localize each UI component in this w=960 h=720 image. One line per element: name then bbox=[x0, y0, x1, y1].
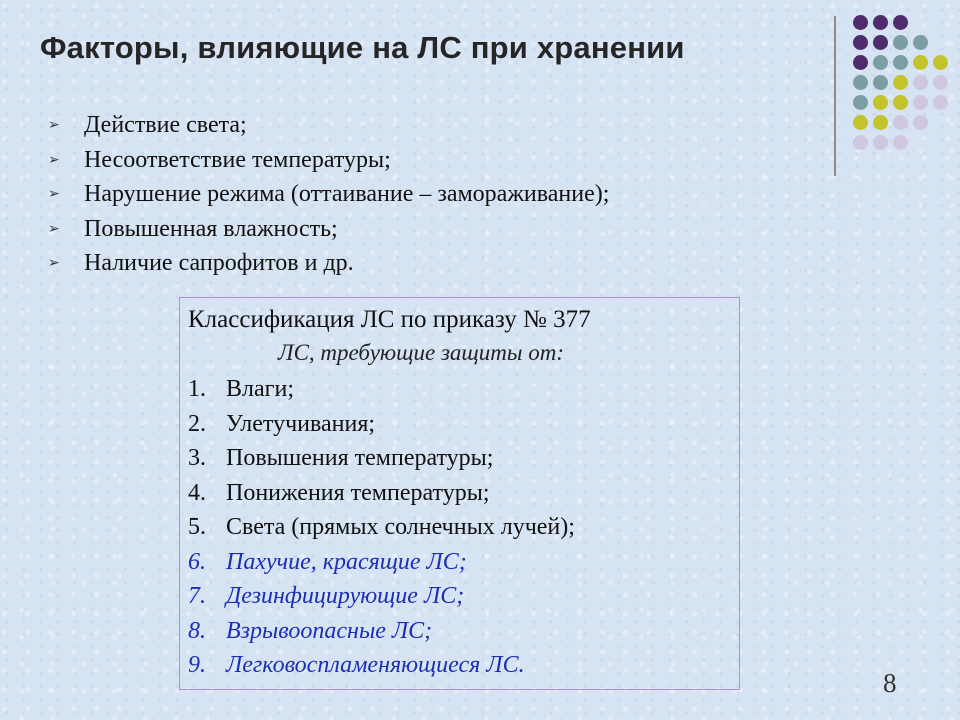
decorative-dot bbox=[873, 35, 888, 50]
decorative-dot bbox=[873, 15, 888, 30]
decorative-dot bbox=[933, 55, 948, 70]
classification-item: 5. Света (прямых солнечных лучей); bbox=[188, 514, 575, 540]
decorative-dot bbox=[853, 15, 868, 30]
bullet-arrow-icon: ➢ bbox=[48, 186, 60, 202]
decorative-dot bbox=[893, 35, 908, 50]
decorative-dot bbox=[873, 135, 888, 150]
decorative-dot bbox=[893, 115, 908, 130]
decorative-dot bbox=[853, 35, 868, 50]
decorative-dot bbox=[913, 55, 928, 70]
classification-list bbox=[188, 372, 575, 683]
slide-title: Факторы, влияющие на ЛС при хранении bbox=[40, 30, 685, 65]
bullet-arrow-icon: ➢ bbox=[48, 255, 60, 271]
classification-item-highlighted: 7. Дезинфицирующие ЛС; bbox=[188, 583, 465, 609]
decorative-dot bbox=[933, 95, 948, 110]
decorative-dot bbox=[893, 55, 908, 70]
classification-box bbox=[179, 297, 740, 690]
decorative-dot bbox=[873, 55, 888, 70]
bullet-arrow-icon: ➢ bbox=[48, 117, 60, 133]
classification-item-highlighted: 9. Легковоспламеняющиеся ЛС. bbox=[188, 652, 525, 678]
factor-item: ➢ Несоответствие температуры; bbox=[48, 143, 609, 178]
classification-item: 3. Повышения температуры; bbox=[188, 445, 494, 471]
factors-list bbox=[48, 108, 609, 281]
classification-item: 4. Понижения температуры; bbox=[188, 479, 490, 506]
factor-item: ➢ Повышенная влажность; bbox=[48, 212, 609, 247]
decorative-dot bbox=[853, 95, 868, 110]
decorative-dot bbox=[913, 75, 928, 90]
decorative-dot bbox=[853, 135, 868, 150]
slide-number: 8 bbox=[883, 668, 897, 698]
classification-item: 2. Улетучивания; bbox=[188, 410, 376, 437]
decorative-dot bbox=[893, 95, 908, 110]
decorative-dot bbox=[873, 115, 888, 130]
decorative-dot bbox=[893, 75, 908, 90]
classification-item-highlighted: 6. Пахучие, красящие ЛС; bbox=[188, 548, 467, 575]
classification-item-highlighted: 8. Взрывоопасные ЛС; bbox=[188, 617, 433, 644]
decorative-dot bbox=[913, 35, 928, 50]
decorative-dot bbox=[913, 115, 928, 130]
decorative-dot bbox=[893, 135, 908, 150]
classification-title: Классификация ЛС по приказу № 377 bbox=[188, 306, 591, 333]
decorative-dot bbox=[853, 115, 868, 130]
factor-item: ➢ Наличие сапрофитов и др. bbox=[48, 246, 609, 281]
factor-item: ➢ Нарушение режима (оттаивание – замораживание); bbox=[48, 177, 609, 212]
decorative-dot bbox=[853, 55, 868, 70]
decorative-dot bbox=[873, 75, 888, 90]
decorative-dot bbox=[933, 75, 948, 90]
factor-item: ➢ Действие света; bbox=[48, 108, 609, 143]
decorative-dot bbox=[893, 15, 908, 30]
classification-item: 1. Влаги; bbox=[188, 376, 294, 402]
decorative-dot bbox=[853, 75, 868, 90]
decorative-dot bbox=[873, 95, 888, 110]
classification-subtitle: ЛС, требующие защиты от: bbox=[278, 340, 564, 365]
decorative-dot bbox=[913, 95, 928, 110]
bullet-arrow-icon: ➢ bbox=[48, 220, 60, 237]
bullet-arrow-icon: ➢ bbox=[48, 151, 60, 168]
